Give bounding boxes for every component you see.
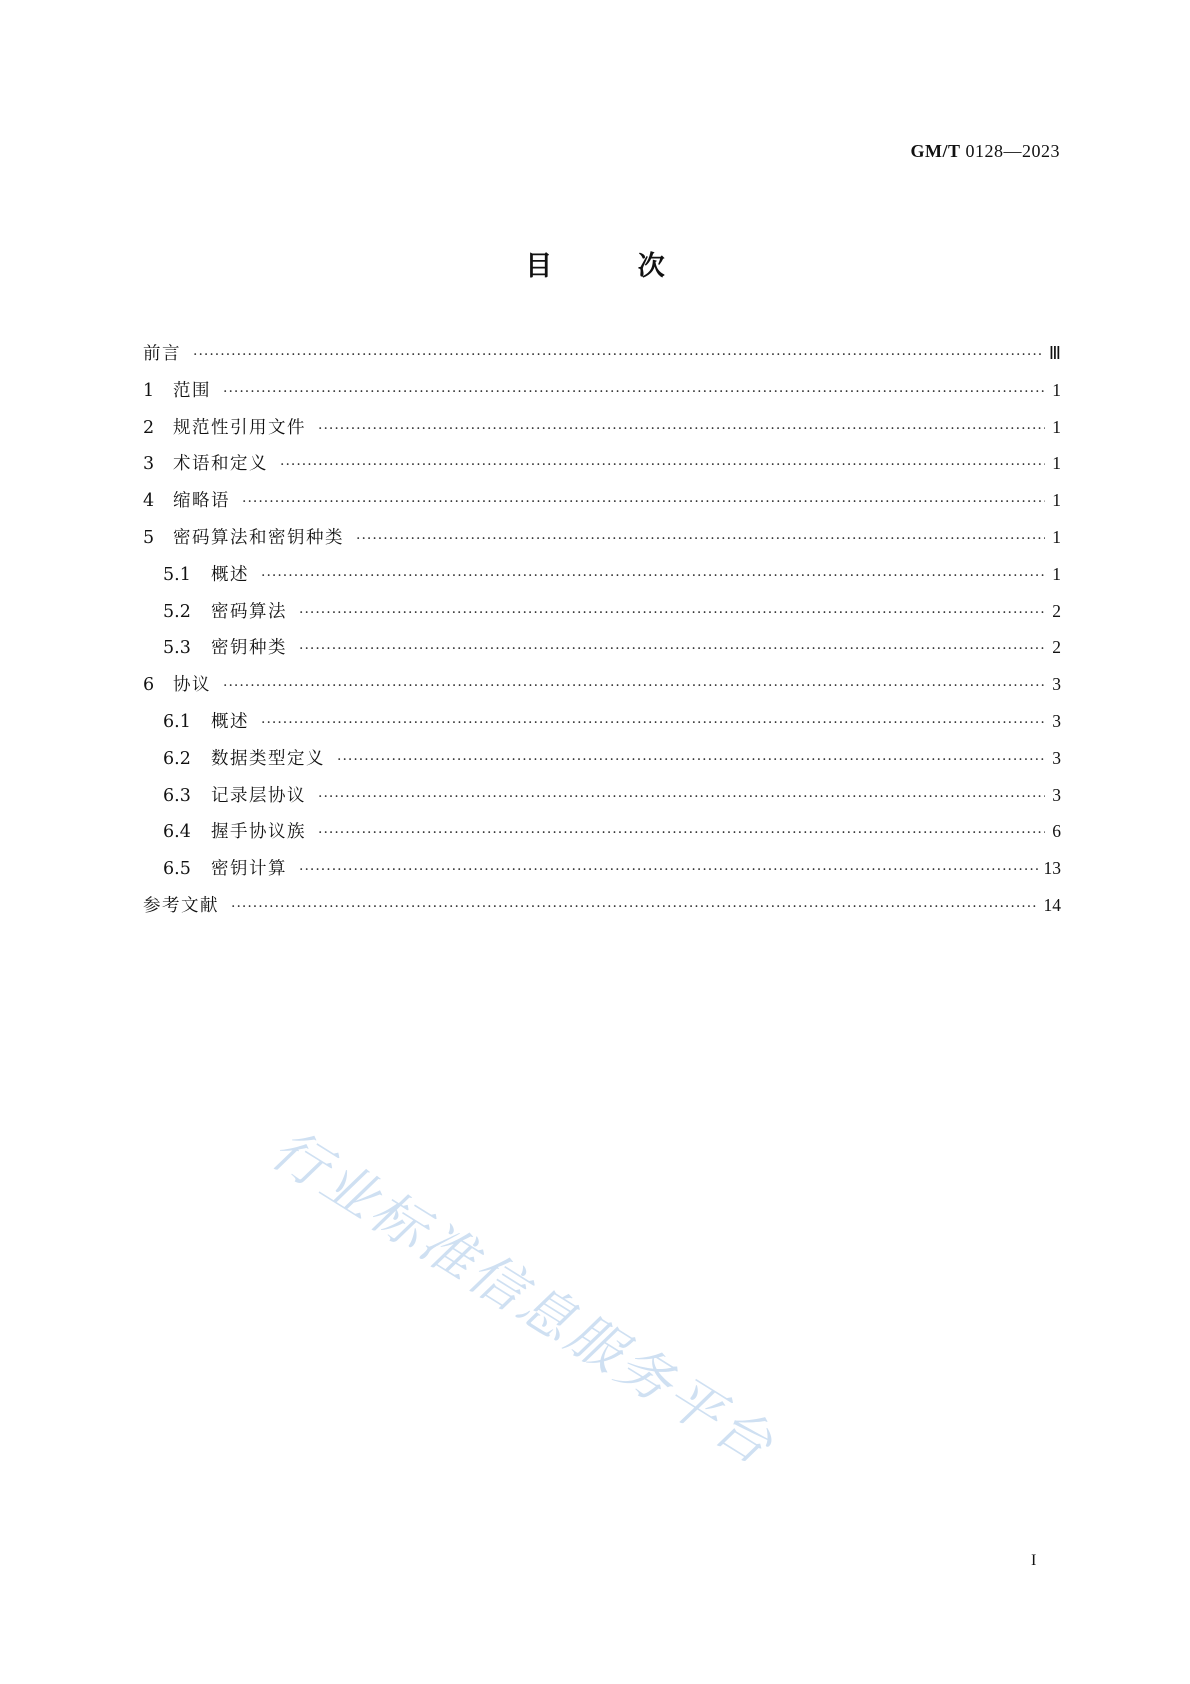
toc-leader-dots [318, 789, 1045, 805]
toc-leader-dots [299, 641, 1045, 657]
toc-entry[interactable] [143, 598, 1061, 635]
toc-entry[interactable] [143, 450, 1061, 487]
toc-entry-number: 5.3 [163, 638, 191, 659]
toc-entry-page: 3 [1052, 674, 1061, 695]
toc-leader-dots [356, 531, 1045, 547]
toc-entry-page: 13 [1043, 858, 1061, 879]
toc-entry-page: 3 [1052, 784, 1061, 805]
toc-entry-number: 4 [143, 491, 155, 512]
toc-entry-label: 握手协议族 [211, 822, 306, 843]
toc-entry-number: 6.3 [163, 785, 191, 806]
toc-entry[interactable] [143, 818, 1061, 855]
toc-entry-page: 1 [1052, 379, 1061, 400]
toc-entry[interactable] [143, 377, 1061, 414]
toc-entry-page: 14 [1043, 894, 1061, 915]
toc-entry[interactable] [143, 487, 1061, 524]
toc-leader-dots [261, 568, 1045, 584]
toc-entry-number: 5.1 [163, 564, 191, 585]
toc-entry-label: 术语和定义 [173, 454, 268, 475]
toc-entry-label: 记录层协议 [211, 785, 306, 806]
toc-entry-label: 密钥种类 [211, 638, 287, 659]
toc-entry[interactable] [143, 414, 1061, 451]
toc-entry-label: 范围 [173, 380, 211, 401]
toc-leader-dots [193, 347, 1043, 363]
toc-entry[interactable] [143, 524, 1061, 561]
toc-entry-page: 1 [1052, 490, 1061, 511]
toc-entry-label: 概述 [211, 564, 249, 585]
watermark: 行业标准信息服务平台 [260, 1117, 787, 1479]
toc-entry-label: 协议 [173, 675, 211, 696]
toc-entry-label: 前言 [143, 344, 181, 364]
toc-entry-number: 6.5 [163, 859, 191, 880]
toc-entry-label: 密码算法 [211, 601, 287, 622]
toc-entry-label: 数据类型定义 [211, 748, 325, 769]
toc-entry-page: 1 [1052, 563, 1061, 584]
toc-title-char-1: 目 [525, 251, 553, 282]
toc-entry-label: 规范性引用文件 [173, 417, 306, 438]
toc-entry-number: 6.2 [163, 748, 191, 769]
toc-entry-label: 参考文献 [143, 895, 219, 916]
toc-entry[interactable] [143, 745, 1061, 782]
toc-entry-number: 2 [143, 417, 155, 438]
toc-entry[interactable] [143, 782, 1061, 819]
toc-entry-page: 1 [1052, 416, 1061, 437]
toc-leader-dots [261, 715, 1045, 731]
toc-entry[interactable] [143, 561, 1061, 598]
toc-entry-number: 1 [143, 380, 155, 401]
toc-entry-number: 5 [143, 527, 155, 548]
toc-title-char-2: 次 [637, 251, 665, 282]
document-code [911, 141, 1061, 162]
toc-entry[interactable] [143, 634, 1061, 671]
toc-entry-page: 6 [1052, 821, 1061, 842]
toc-entry-number: 6.1 [163, 711, 191, 732]
toc-title [0, 244, 1190, 283]
toc-entry-number: 3 [143, 454, 155, 475]
toc-entry[interactable] [143, 671, 1061, 708]
toc-leader-dots [299, 862, 1038, 878]
toc-leader-dots [318, 825, 1045, 841]
document-code-number: 0128—2023 [965, 141, 1060, 161]
toc-leader-dots [280, 457, 1045, 473]
toc-entry-page: 1 [1052, 453, 1061, 474]
page-number: I [1031, 1552, 1037, 1569]
toc-entry[interactable] [143, 708, 1061, 745]
toc-leader-dots [223, 384, 1045, 400]
toc-entry-label: 密钥计算 [211, 859, 287, 880]
toc-leader-dots [299, 605, 1045, 621]
toc-entry[interactable] [143, 340, 1061, 377]
toc-entry-page: 2 [1052, 600, 1061, 621]
toc-entry-label: 概述 [211, 711, 249, 732]
toc-entry-page: Ⅲ [1048, 343, 1061, 363]
toc-entry-page: 3 [1052, 710, 1061, 731]
toc-leader-dots [223, 678, 1045, 694]
toc-entry-page: 3 [1052, 747, 1061, 768]
toc-entry[interactable] [143, 892, 1061, 929]
document-code-prefix: GM/T [910, 141, 961, 161]
toc-leader-dots [318, 421, 1045, 437]
table-of-contents [143, 340, 1061, 929]
toc-leader-dots [337, 752, 1045, 768]
toc-entry-number: 6.4 [163, 822, 191, 843]
toc-leader-dots [231, 899, 1038, 915]
toc-entry-page: 1 [1052, 526, 1061, 547]
toc-entry-label: 缩略语 [173, 491, 230, 512]
toc-entry-page: 2 [1052, 637, 1061, 658]
toc-entry-label: 密码算法和密钥种类 [173, 527, 344, 548]
toc-entry-number: 6 [143, 675, 155, 696]
toc-leader-dots [242, 494, 1045, 510]
toc-entry-number: 5.2 [163, 601, 191, 622]
toc-entry[interactable] [143, 855, 1061, 892]
